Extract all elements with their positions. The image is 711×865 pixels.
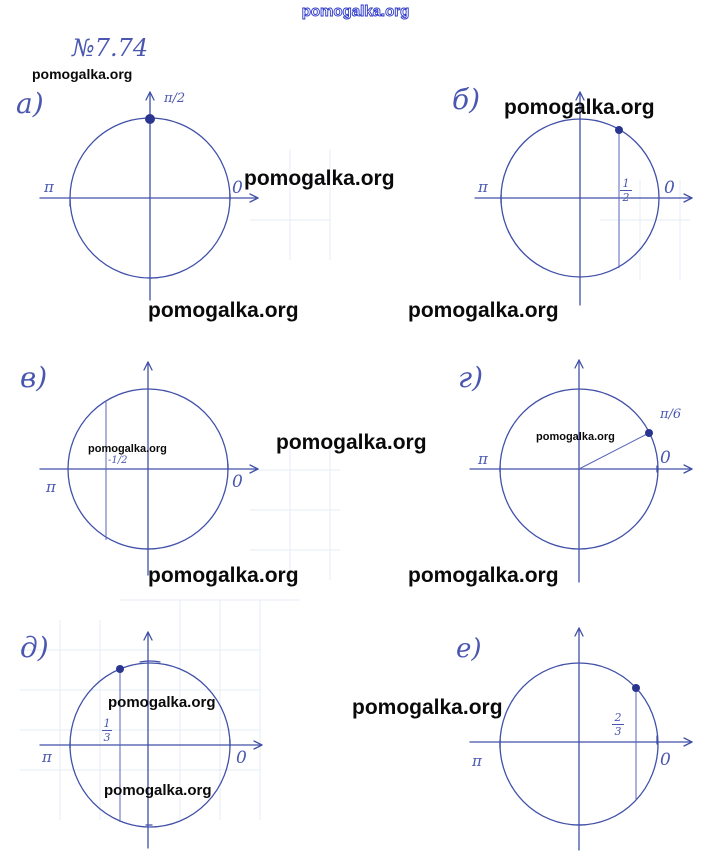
panel-g-label: г) — [458, 361, 484, 394]
panel-e-zero-label: 0 — [660, 750, 671, 770]
panel-d-x-value: 1 3 — [103, 717, 111, 744]
panel-v-unit-circle — [68, 389, 228, 549]
watermark: pomogalka.org — [108, 694, 216, 711]
panel-g-point-label: π/6 — [660, 407, 682, 422]
panel-b-x-value: 1 2 — [620, 178, 632, 203]
panel-b-zero-label: 0 — [664, 178, 675, 198]
panel-b-label: б) — [452, 83, 481, 116]
panel-a-label: a) — [16, 87, 44, 120]
site-header-watermark: pomogalka.org — [301, 3, 410, 20]
watermark: pomogalka.org — [148, 564, 299, 587]
watermark: pomogalka.org — [32, 66, 133, 82]
panel-v-zero-label: 0 — [232, 472, 243, 492]
panel-e-point — [632, 684, 640, 692]
panel-e-pi-label: π — [472, 752, 482, 770]
panel-d-unit-circle — [70, 663, 230, 827]
watermark: pomogalka.org — [88, 443, 167, 455]
panel-a-point — [145, 114, 155, 124]
panel-d-label: д) — [20, 631, 49, 664]
panel-g-pi-label: π — [478, 450, 488, 468]
watermark: pomogalka.org — [408, 299, 559, 322]
panel-g-zero-label: 0 — [660, 448, 671, 468]
watermark: pomogalka.org — [536, 431, 615, 443]
watermark: pomogalka.org — [276, 431, 427, 454]
problem-number: №7.74 — [72, 34, 149, 62]
watermark: pomogalka.org — [244, 167, 395, 190]
watermark: pomogalka.org — [352, 696, 503, 719]
panel-b-point — [615, 126, 623, 134]
watermark: pomogalka.org — [408, 564, 559, 587]
panel-v-x-value: -1/2 — [108, 455, 128, 466]
panel-a-pi-label: π — [44, 178, 54, 196]
watermark: pomogalka.org — [104, 782, 212, 799]
panel-e-x-value: 2 3 — [612, 712, 624, 737]
panel-g-point — [645, 429, 653, 437]
panel-v-label: в) — [20, 361, 48, 394]
panel-a-point-label: π/2 — [164, 91, 186, 106]
panel-v-pi-label: π — [46, 478, 56, 496]
panel-e-unit-circle — [500, 663, 658, 825]
panel-a-unit-circle — [70, 118, 230, 278]
panel-a-zero-label: 0 — [232, 178, 243, 198]
panel-g-unit-circle — [500, 389, 658, 549]
panel-d-zero-label: 0 — [236, 748, 247, 768]
panel-a-axes — [40, 92, 258, 300]
panel-b-unit-circle — [501, 119, 659, 277]
panel-b-pi-label: π — [478, 178, 488, 196]
panel-d-point — [116, 665, 124, 673]
panel-d-pi-label: π — [42, 748, 52, 766]
watermark: pomogalka.org — [148, 299, 299, 322]
watermark: pomogalka.org — [504, 96, 655, 119]
panel-e-label: е) — [456, 634, 482, 664]
